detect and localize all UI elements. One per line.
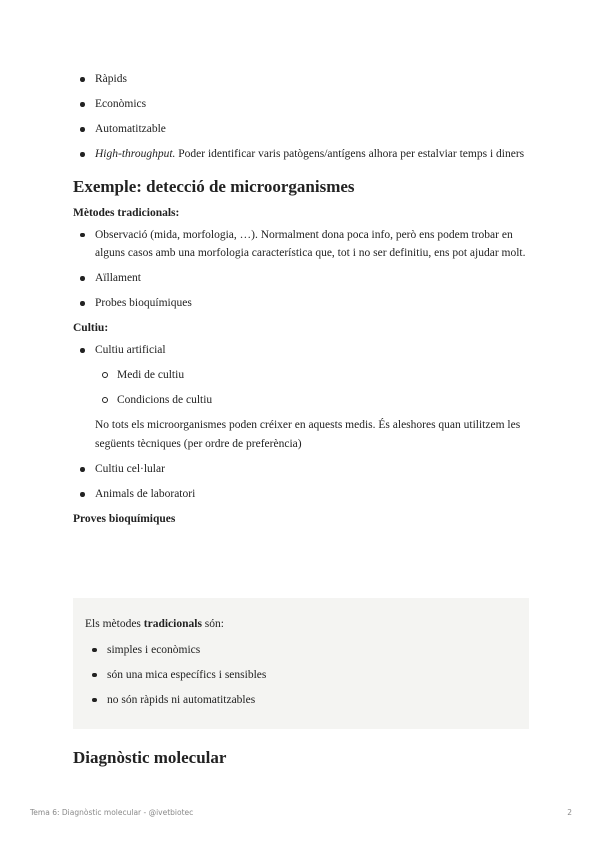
bullet-icon [92, 673, 97, 678]
page-footer [30, 808, 572, 817]
callout-intro: Els mètodes tradicionals són: [85, 618, 224, 630]
cultiu-sublist [95, 366, 529, 410]
list-item: Animals de laboratori [73, 485, 529, 504]
page-content [73, 70, 529, 528]
list-item: Probes bioquímiques [73, 294, 529, 313]
bullet-icon [80, 348, 85, 353]
list-item: Cultiu artificial Medi de cultiu Condicions de cultiu No tots els microorganismes poden créixer en aquests medis. És aleshores quan utilitzem les següents tècniques (per ordre de preferència) [73, 341, 529, 453]
advantages-list [73, 70, 529, 164]
sublist-item: Condicions de cultiu [95, 391, 529, 410]
bullet-icon [80, 276, 85, 281]
bullet-icon [80, 492, 85, 497]
metodes-list [73, 226, 529, 313]
circle-bullet-icon [102, 372, 108, 378]
bullet-icon [80, 127, 85, 132]
bullet-icon [80, 467, 85, 472]
cultiu-list [73, 341, 529, 504]
bullet-icon [92, 648, 97, 653]
list-item: Ràpids [73, 70, 529, 89]
list-item: Aïllament [73, 269, 529, 288]
italic-term: High-throughput. [95, 148, 176, 160]
section-heading-diagnostic: Diagnòstic molecular [73, 748, 227, 767]
list-item: Econòmics [73, 95, 529, 114]
callout-list [85, 641, 517, 710]
bullet-icon [80, 301, 85, 306]
section-heading-exemple: Exemple: detecció de microorganismes [73, 176, 355, 196]
circle-bullet-icon [102, 397, 108, 403]
list-item: Observació (mida, morfologia, …). Normalment dona poca info, però ens podem trobar en alguns casos amb una morfologia característica que, tot i no ser definitiu, ens pot ajudar molt. [73, 226, 529, 263]
list-item: Automatitzable [73, 120, 529, 139]
page-number: 2 [567, 808, 572, 817]
cultiu-note: No tots els microorganismes poden créixer en aquests medis. És aleshores quan utilitzem les següents tècniques (per ordre de preferència) [95, 419, 521, 450]
list-item: Cultiu cel·lular [73, 460, 529, 479]
bullet-icon [80, 77, 85, 82]
list-item: no són ràpids ni automatitzables [85, 691, 517, 710]
bullet-icon [80, 102, 85, 107]
list-item: simples i econòmics [85, 641, 517, 660]
bullet-icon [80, 152, 85, 157]
footer-title: Tema 6: Diagnòstic molecular - @ivetbiotec [30, 808, 194, 817]
bullet-icon [92, 698, 97, 703]
subheading-proves: Proves bioquímiques [73, 513, 176, 525]
subheading-cultiu: Cultiu: [73, 322, 109, 334]
bullet-icon [80, 233, 85, 238]
list-item: són una mica específics i sensibles [85, 666, 517, 685]
callout-box [73, 598, 529, 729]
subheading-metodes: Mètodes tradicionals: [73, 206, 180, 219]
list-item: High-throughput. Poder identificar varis patògens/antígens alhora per estalviar temps i diners [73, 145, 529, 164]
sublist-item: Medi de cultiu [95, 366, 529, 385]
